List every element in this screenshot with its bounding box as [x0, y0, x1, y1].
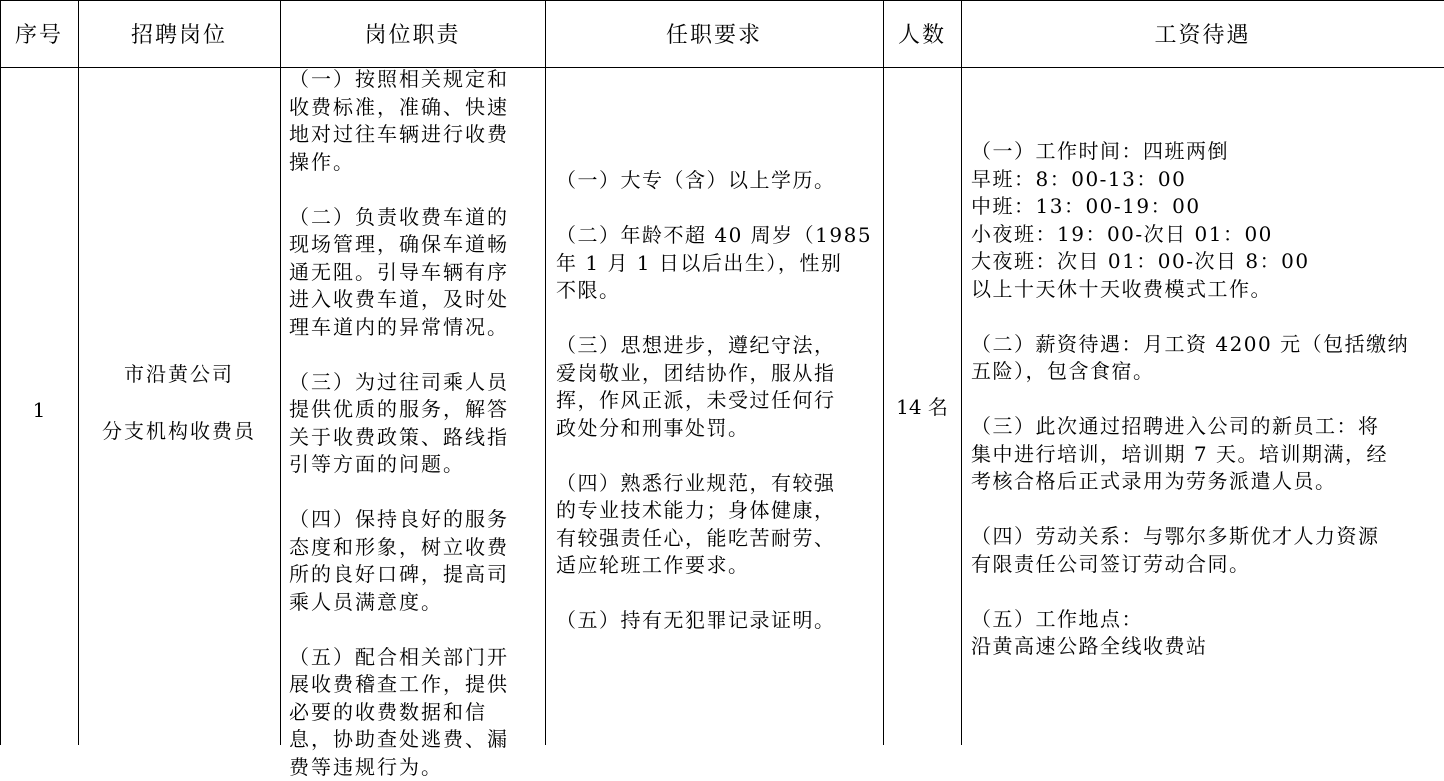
duty-item-1: （一）按照相关规定和 收费标准，准确、快速 地对过往车辆进行收费 操作。 — [289, 66, 539, 176]
requirement-item-1: （一）大专（含）以上学历。 — [556, 167, 881, 195]
duties-cell — [289, 66, 539, 781]
duty-item-5: （五）配合相关部门开 展收费稽查工作，提供 必要的收费数据和信 息，协助查处逃费、漏 费等违规行为。 — [289, 644, 539, 781]
requirement-item-5: （五）持有无犯罪记录证明。 — [556, 607, 881, 635]
column-divider — [78, 0, 79, 745]
requirement-item-2: （二）年龄不超 40 周岁（1985 年 1 月 1 日以后出生），性别 不限。 — [556, 222, 881, 305]
header-count: 人数 — [883, 0, 961, 67]
duty-item-2: （二）负责收费车道的 现场管理，确保车道畅 通无阻。引导车辆有序 进入收费车道，及时处 理车道内的异常情况。 — [289, 204, 539, 342]
row-seq: 1 — [0, 395, 78, 425]
salary-item-5: （五）工作地点： 沿黄高速公路全线收费站 — [971, 606, 1441, 661]
header-seq: 序号 — [0, 0, 78, 67]
header-duties: 岗位职责 — [280, 0, 545, 67]
column-divider — [883, 0, 884, 745]
column-divider — [545, 0, 546, 745]
position-line-2: 分支机构收费员 — [80, 417, 278, 446]
salary-cell — [971, 138, 1441, 661]
requirement-item-3: （三）思想进步，遵纪守法， 爱岗敬业，团结协作，服从指 挥，作风正派，未受过任何行 政处分和刑事处罚。 — [556, 332, 881, 442]
column-divider — [280, 0, 281, 745]
header-salary: 工资待遇 — [961, 0, 1444, 67]
column-divider — [0, 0, 1, 745]
row-position — [80, 360, 278, 446]
header-requirements: 任职要求 — [545, 0, 883, 67]
duty-item-4: （四）保持良好的服务 态度和形象，树立收费 所的良好口碑，提高司 乘人员满意度。 — [289, 506, 539, 616]
position-line-1: 市沿黄公司 — [80, 360, 278, 389]
requirements-cell — [556, 167, 881, 635]
header-position: 招聘岗位 — [78, 0, 280, 67]
salary-item-2: （二）薪资待遇：月工资 4200 元（包括缴纳 五险），包含食宿。 — [971, 331, 1441, 386]
header-divider — [0, 67, 1444, 68]
salary-item-1: （一）工作时间：四班两倒 早班：8：00-13：00 中班：13：00-19：00 小夜班：19：00-次日 01：00 大夜班：次日 01：00-次日 8：00 以上十天休十天收费模式工作。 — [971, 138, 1441, 303]
row-count: 14 名 — [883, 390, 961, 420]
salary-item-3: （三）此次通过招聘进入公司的新员工：将 集中进行培训，培训期 7 天。培训期满，经 考核合格后正式录用为劳务派遣人员。 — [971, 413, 1441, 496]
salary-item-4: （四）劳动关系：与鄂尔多斯优才人力资源 有限责任公司签订劳动合同。 — [971, 523, 1441, 578]
requirement-item-4: （四）熟悉行业规范，有较强 的专业技术能力；身体健康， 有较强责任心，能吃苦耐劳、 适应轮班工作要求。 — [556, 470, 881, 580]
column-divider — [961, 0, 962, 745]
duty-item-3: （三）为过往司乘人员 提供优质的服务，解答 关于收费政策、路线指 引等方面的问题。 — [289, 369, 539, 479]
